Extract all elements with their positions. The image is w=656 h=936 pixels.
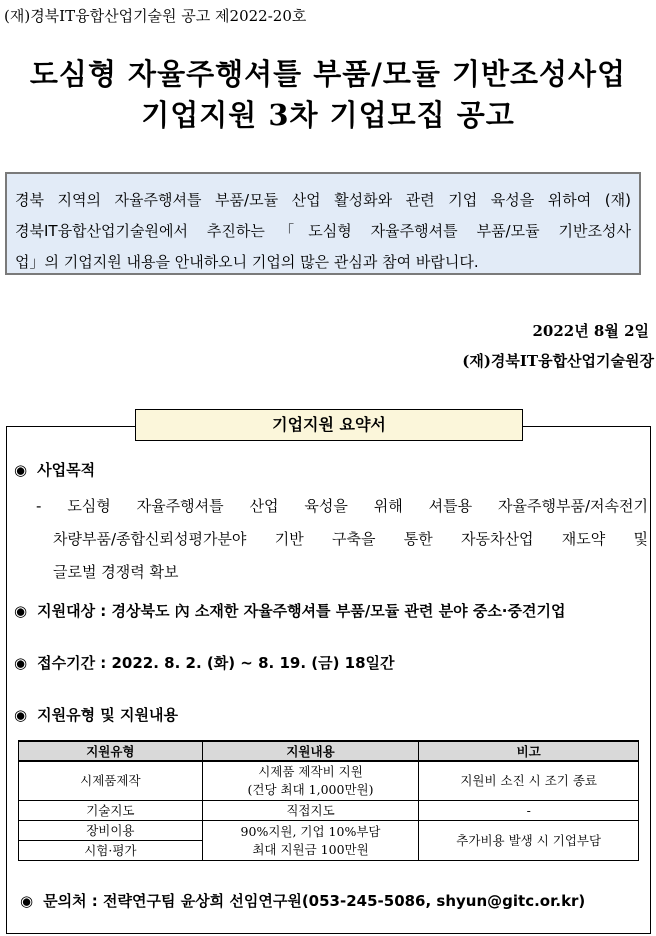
purpose-line: 차량부품/종합신뢰성평가분야 기반 구축을 통한 자동차산업 재도약 및: [53, 530, 648, 548]
issuer-name: (재)경북IT융합산업기술원장: [462, 352, 654, 370]
cell-line: 90%지원, 기업 10%부담: [240, 823, 381, 839]
cell-line: 최대 지원금 100만원: [252, 841, 369, 857]
table-cell: 기술지도: [19, 801, 203, 821]
support-table: [18, 740, 639, 861]
cell-line: (건당 최대 1,000만원): [247, 782, 374, 797]
contact-section: [20, 890, 585, 911]
table-cell: 장비이용: [19, 821, 203, 841]
purpose-line: - 도심형 자율주행셔틀 산업 육성을 위해 셔틀용 자율주행부품/저속전기: [36, 497, 648, 515]
table-cell: [202, 761, 419, 801]
table-row: [19, 801, 639, 821]
bullet-icon: ◉: [20, 892, 34, 910]
table-cell: 시험·평가: [19, 841, 203, 861]
table-cell: [202, 821, 419, 861]
table-header-row: [19, 741, 639, 761]
table-cell: 지원비 소진 시 조기 종료: [419, 761, 639, 801]
contact-text: 문의처 : 전략연구팀 윤상희 선임연구원(053-245-5086, shyun@gitc.or.kr): [43, 892, 586, 910]
table-cell: 직접지도: [202, 801, 419, 821]
period-text: 접수기간 : 2022. 8. 2. (화) ~ 8. 19. (금) 18일간: [37, 654, 395, 672]
table-cell: 추가비용 발생 시 기업부담: [419, 821, 639, 861]
table-header: 지원내용: [202, 741, 419, 761]
table-cell: -: [419, 801, 639, 821]
bullet-icon: ◉: [14, 602, 28, 620]
intro-line: 업」의 기업지원 내용을 안내하오니 기업의 많은 관심과 참여 바랍니다.: [15, 253, 479, 271]
table-cell: 시제품제작: [19, 761, 203, 801]
purpose-heading-label: 사업목적: [37, 461, 96, 479]
bullet-icon: ◉: [14, 706, 28, 724]
target-text: 지원대상 : 경상북도 內 소재한 자율주행셔틀 부품/모듈 관련 분야 중소·중견기업: [37, 602, 566, 620]
intro-line: 경북 지역의 자율주행셔틀 부품/모듈 산업 활성화와 관련 기업 육성을 위하여 (재): [15, 191, 631, 209]
table-row: [19, 821, 639, 841]
target-section: [14, 600, 565, 621]
announcement-date: 2022년 8월 2일: [532, 322, 649, 340]
page-title-line2: 기업지원 3차 기업모집 공고: [141, 98, 515, 132]
intro-box: [5, 172, 641, 275]
document-number: (재)경북IT융합산업기술원 공고 제2022-20호: [4, 7, 307, 25]
table-row: [19, 761, 639, 801]
table-header: 지원유형: [19, 741, 203, 761]
summary-title: 기업지원 요약서: [135, 409, 523, 441]
table-header: 비고: [419, 741, 639, 761]
page-title-line1: 도심형 자율주행셔틀 부품/모듈 기반조성사업: [29, 57, 627, 91]
types-heading: 지원유형 및 지원내용: [37, 706, 178, 724]
period-section: [14, 652, 395, 673]
purpose-heading: [14, 459, 95, 480]
intro-line: 경북IT융합산업기술원에서 추진하는「도심형 자율주행셔틀 부품/모듈 기반조성사: [15, 222, 631, 240]
bullet-icon: ◉: [14, 654, 28, 672]
cell-line: 시제품 제작비 지원: [258, 764, 363, 779]
bullet-icon: ◉: [14, 461, 28, 479]
purpose-line: 글로벌 경쟁력 확보: [53, 563, 179, 581]
purpose-text: [36, 490, 648, 589]
types-section: [14, 704, 178, 725]
